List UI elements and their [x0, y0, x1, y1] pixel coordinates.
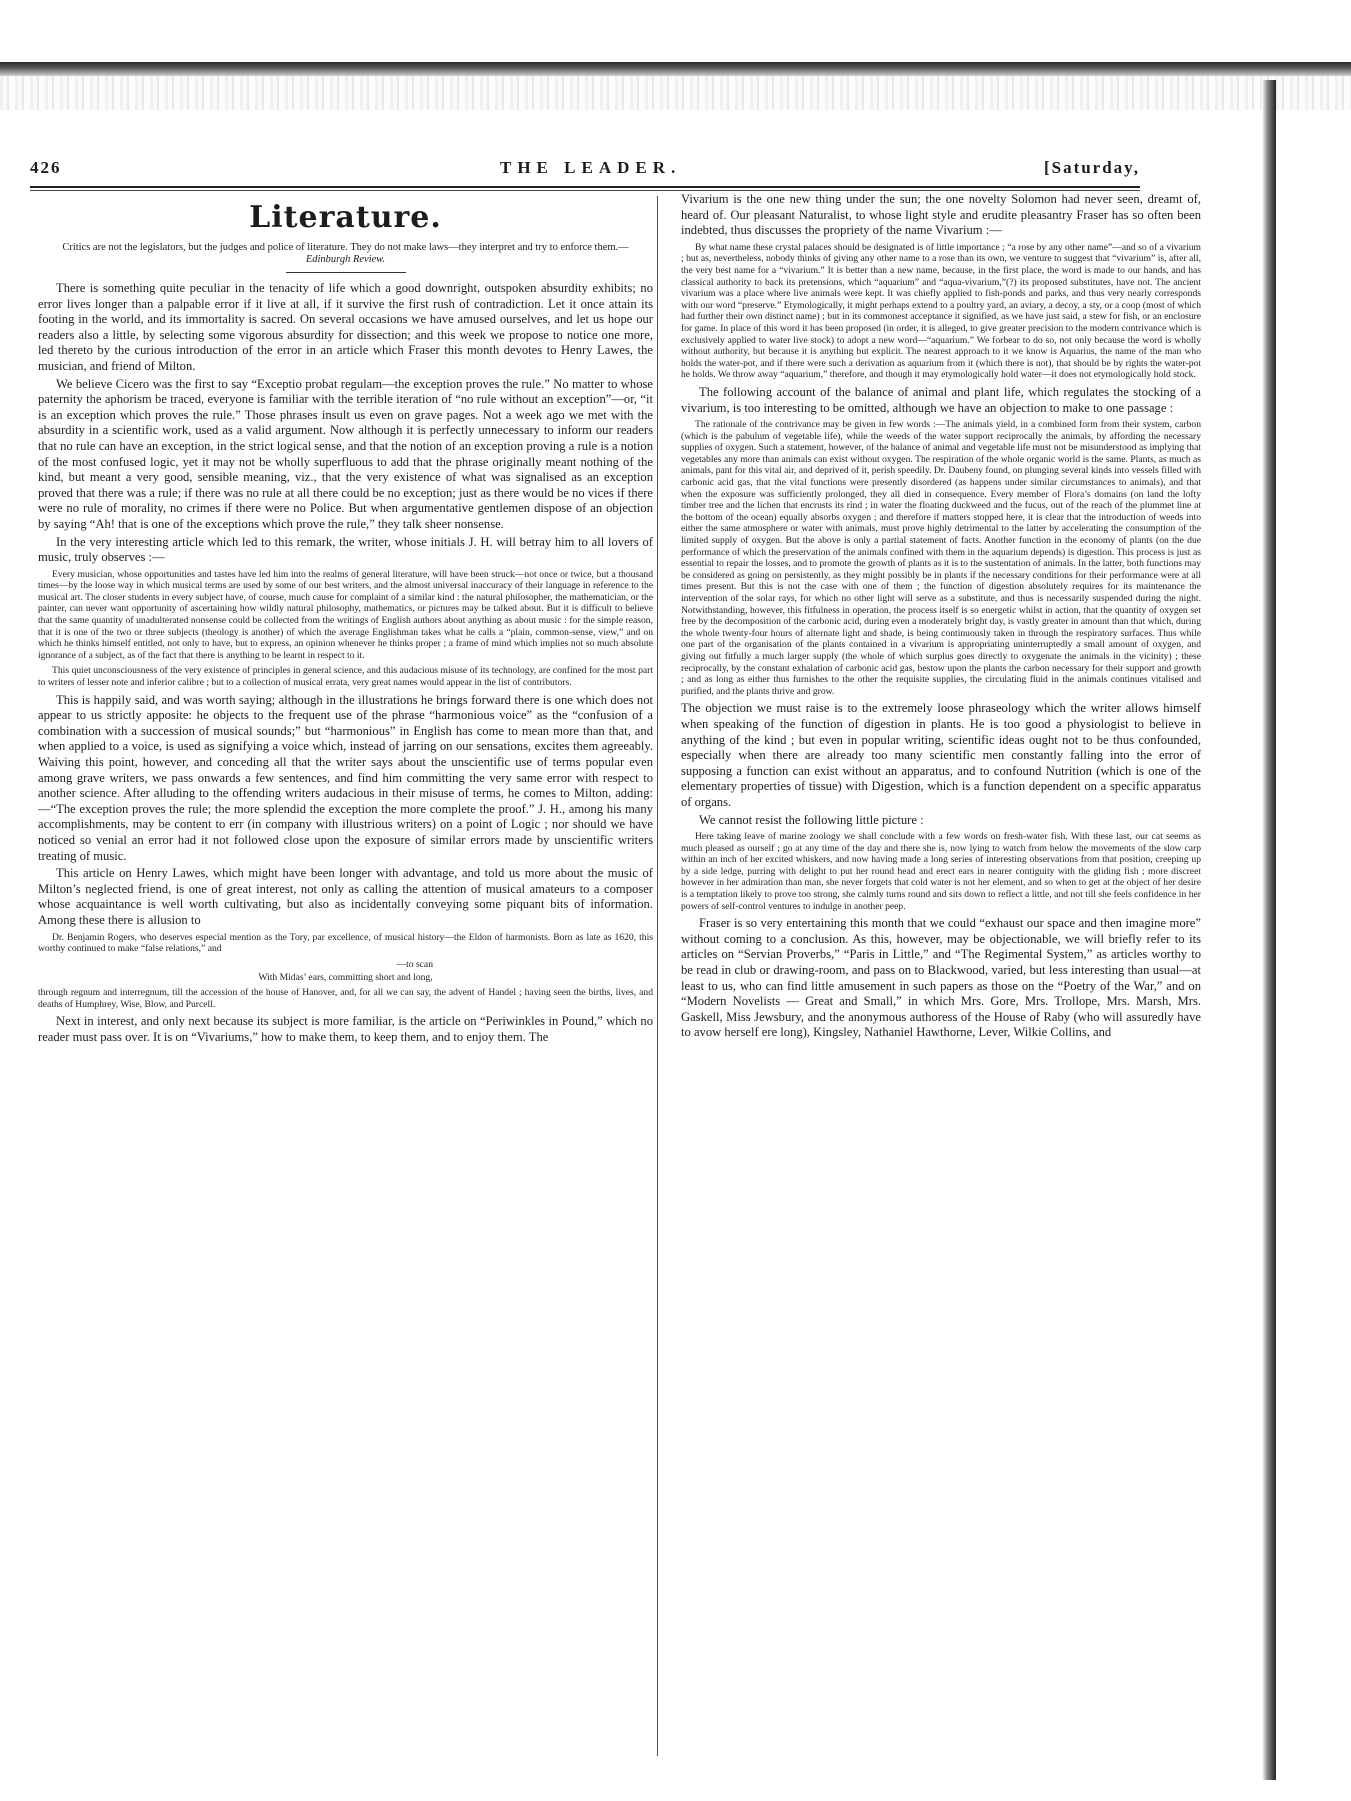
issue-day: [Saturday,: [1043, 158, 1140, 177]
block-quote: This quiet unconsciousness of the very existence of principles in general science, and this audacious misuse of its technology, are confined for the most part to writers of lesser note and inferior calibre ; but to a collection of musical errata, very great names would appear in the list of contributors.: [38, 665, 653, 689]
paragraph: We believe Cicero was the first to say “Exceptio probat regulam—the exception proves the rule.” No matter to whose paternity the aphorism be traced, everyone is familiar with the terrible iteration of “no rule without an exception”—or, “it is an exception which proves the rule.” Those phrases insult us even on grave pages. Not a week ago we met with the absurdity in a scientific work, used as a valid argument. Now although it is perfectly unnecessary to inform our readers that no rule can have an exception, in the strict logical sense, and that the notion of an exception proving a rule is a notion of the most confused logic, yet it may not be wholly superfluous to add that the phrase originally meant nothing of the kind, but meant a very good, sensible meaning, viz., that the very existence of what was signalised as an exception proved that there was a rule; if there was no rule at all there could be no exception; just as there would be no vices if there were no rule of morality, no crimes if there were no Police. But when argumentative gentlemen dispose of an objection by saying “Ah! that is one of the exceptions which prove the rule,” they talk sheer nonsense.: [38, 376, 653, 531]
epigraph-text: Critics are not the legislators, but the judges and police of literature. They do not make laws—they interpret and try to enforce them.—: [62, 242, 629, 253]
block-quote: Here taking leave of marine zoology we shall conclude with a few words on fresh-water fish. With these last, our cat seems as much pleased as ourself ; go at any time of the day and there she is, now lying to watch from below the movements of the slow carp within an inch of her excited whiskers, and now having made a long series of interesting observations from that position, creeping up by a side ledge, purring with delight to put her round head and erect ears in nearer contiguity with the gliding fish ; more discreet however in her admiration than man, she never forgets that cold water is not her element, and so when to get at the object of her desire is a temptation likely to prove too strong, she calmly turns round and sits down to reflect a little, and not till she feels confidence in her powers of self-control ventures to indulge in another peep.: [681, 831, 1201, 912]
journal-title: THE LEADER.: [500, 158, 682, 177]
scan-noise-band: [0, 76, 1351, 110]
scan-right-edge: [1262, 80, 1276, 1780]
column-divider: [657, 196, 658, 1756]
page-number: 426: [30, 158, 62, 177]
block-quote: Every musician, whose opportunities and tastes have led him into the realms of general literature, will have been struck—not once or twice, but a thousand times—by the loose way in which musical terms are used by some of our best writers, and the almost universal inaccuracy of their language in reference to the musical art. The closer students in every subject have, of course, much cause for complaint of a similar kind : the natural philosopher, the mathematician, or the painter, can never want opportunity of ascertaining how wildly natural philosophy, mathematics, or pictures may be talked about. But it is difficult to believe that the same quantity of unadulterated nonsense could be collected from the writings of English authors about anything as about music : for the simple reason, that it is one of the two or three subjects (theology is another) of which the average Englishman takes what he calls a “plain, common-sense, view,” and on which he thinks himself entitled, not only to have, but to express, an opinion whenever he thinks proper ; a frame of mind which implies not so much absolute ignorance of a subject, as of the fact that there is anything to be learnt in respect to it.: [38, 568, 653, 661]
page-header: [30, 158, 1140, 186]
block-quote: The rationale of the contrivance may be given in few words :—The animals yield, in a combined form from their system, carbon (which is the pabulum of vegetable life), while the weeds of the water support reciprocally the animals, by affording the necessary supplies of oxygen. Such a statement, however, of the balance of animal and vegetable life must not be misunderstood as implying that vegetables any more than animals can exist without oxygen. The respiration of the whole organic world is the same. Plants, as much as animals, pant for this vital air, and deprived of it, perish speedily. Dr. Daubeny found, on plunging several kinds into vessels filled with carbonic acid gas, that the vital functions were presently disordered (as happens under similar circumstances to animals), and that when the exposure was sufficiently prolonged, they all died in consequence. Every member of Flora’s domains (on land the lofty timber tree and the lichen that encrusts its rind ; in water the floating duckweed and the fucus, out of the reach of the plummet line at the bottom of the ocean) equally absorbs oxygen ; and therefore if matters stopped here, it is clear that the introduction of weeds into either the same atmosphere or water with animals, must prove highly detrimental to the latter by accelerating the consumption of the limited supply of oxygen. But the above is only a partial statement of facts. Another function in the economy of plants (on the due performance of which the preservation of the animals confined with them in the aquarium depends) is digestion. This process is just as essential to repair the losses, and to promote the growth of plants as it is to the sustentation of animals. In the latter, both functions may be considered as going on persistently, as they might possibly be in plants if the necessary conditions for their performance were at all times present. But this is not the case with one of them ; the function of digestion absolutely requires for its maintenance the intervention of the solar rays, for which no other light will serve as a substitute, and thus is necessarily suspended during the night. Notwithstanding, however, this fitfulness in operation, the process itself is so energetic whilst in action, that the quantity of oxygen set free by the decomposition of the carbonic acid, during even a moderately bright day, is vastly greater in amount than that which, during the whole twenty-four hours of alternate light and shade, is being continuously taken in through the respiratory surfaces. Thus while one part of the organisation of the plants contained in a vivarium is appropriating uninterruptedly a small amount of oxygen, and giving out fitfully a much larger supply (the whole of which surplus goes directly to oxygenate the animals in the vicinity) ; these reciprocally, by the constant exhalation of carbonic acid gas, bestow upon the plants the carbon necessary for their support and growth ; and as long as either thus furnishes to the other the requisite supplies, the circulating fluid in the animals continues vitalised and purified, and the plants thrive and grow.: [681, 419, 1201, 697]
paragraph: Vivarium is the one new thing under the sun; the one novelty Solomon had never seen, dreamt of, heard of. Our pleasant Naturalist, to whose light style and erudite pleasantry Fraser has so often been indebted, thus discusses the propriety of the name Vivarium :—: [681, 192, 1201, 238]
paragraph: The following account of the balance of animal and plant life, which regulates the stocking of a vivarium, is too interesting to be omitted, although we have an objection to make to one passage :: [681, 384, 1201, 415]
paragraph: In the very interesting article which led to this remark, the writer, whose initials J. H. will betray him to all lovers of music, truly observes :—: [38, 534, 653, 565]
right-column-text: [681, 192, 1201, 1041]
paragraph: Fraser is so very entertaining this month that we could “exhaust our space and then imagine more” without coming to a conclusion. As this, however, may be objectionable, we will briefly refer to its articles on “Servian Proverbs,” “Paris in Little,” and “The Regimental System,” as articles worthy to be read in club or drawing-room, and pass on to Blackwood, varied, but less interesting than usual—at least to us, who can find little amusement in such papers as those on the “Poetry of the War,” and on “Modern Novelists — Great and Small,” in which Mrs. Gore, Mrs. Trollope, Mrs. Marsh, Mrs. Gaskell, Miss Jewsbury, and the anonymous authoress of the House of Raby (who will assuredly have to avow herself ere long), Kingsley, Nathaniel Hawthorne, Lever, Wilkie Collins, and: [681, 916, 1201, 1040]
verse-line: With Midas’ ears, committing short and long,: [258, 972, 433, 984]
scan-top-edge: [0, 62, 1351, 76]
header-rule-secondary: [30, 190, 1140, 191]
block-quote: Dr. Benjamin Rogers, who deserves especial mention as the Tory, par excellence, of musical history—the Eldon of harmonists. Born as late as 1620, this worthy continued to make “false relations,” and: [38, 931, 653, 955]
right-column: [681, 192, 1201, 1043]
header-rule: [30, 186, 1140, 188]
verse-line: —to scan: [396, 958, 433, 970]
left-column: [38, 198, 653, 1047]
section-rule: [286, 272, 406, 273]
paragraph: There is something quite peculiar in the tenacity of life which a good downright, outspoken absurdity exhibits; no error lives longer than a palpable error if it live at all, if it survive the first rush of contradiction. Let it once attain its footing in the world, and its immortality is sacred. On several occasions we have amused ourselves, and let us hope our readers also a little, by selecting some vigorous absurdity for dissection; and this week we propose to notice one more, led thereto by the curious introduction of the error in an article which Fraser this month devotes to Henry Lawes, the musician, and friend of Milton.: [38, 281, 653, 373]
epigraph: [44, 242, 647, 266]
paragraph: Next in interest, and only next because its subject is more familiar, is the article on “Periwinkles in Pound,” which no reader must pass over. It is on “Vivariums,” how to make them, to keep them, and to enjoy them. The: [38, 1014, 653, 1044]
block-quote: through regnum and interregnum, till the accession of the house of Hanover, and, for all we can say, the advent of Handel ; having seen the births, lives, and deaths of Humphrey, Wise, Blow, and Purcell.: [38, 986, 653, 1010]
section-title: Literature.: [249, 200, 442, 235]
epigraph-source: Edinburgh Review.: [305, 254, 386, 265]
block-quote: By what name these crystal palaces should be designated is of little importance ; “a rose by any other name”—and so of a vivarium ; but as, nevertheless, nobody thinks of giving any other name to a rose than its own, we venture to suggest that “vivarium” is, after all, the very best name for a “vivarium.” It is better than a new name, because, in the first place, the word is made to our hands, and has classical authority to back its pretensions, which “aquarium” and “aqua-vivarium,”(?) its proposed substitutes, have not. The ancient vivarium was a place where live animals were kept. It was chiefly applied to fish-ponds and parks, and thus very nearly corresponds with our word “preserve.” Etymologically, it might perhaps extend to a poultry yard, an aviary, a decoy, a sty, or a coop (most of which had further their own distinct name) ; but in its commonest acceptance it signified, as we have just said, a stew for fish, or an enclosure for game. In place of this word it has been proposed (in order, it is alleged, to give greater precision to the modern contrivance which is exclusively applied to water live stock) to adopt a new word—“aquarium.” We forbear to do so, not only because the word is wholly without authority, but because it is anything but explicit. The nearest approach to it we know is Aquarius, the name of the man who holds the water-pot, and if there were such a derivation as aquarium from it (which there is not), that should be by rights the water-pot he holds. We throw away “aquarium,” therefore, and though it may etymologically hold water—it does not etymologically hold stock.: [681, 241, 1201, 381]
paragraph: We cannot resist the following little picture :: [699, 812, 924, 827]
paragraph: This is happily said, and was worth saying; although in the illustrations he brings forward there is one which does not appear to us strictly apposite: he objects to the frequent use of the phrase “harmonious voice” as the “confusion of a combination with a succession of musical sounds;” but “harmonious” in English has come to mean more than that, and when applied to a voice, is used as signifying a voice which, instead of jarring on our sensations, excites them agreeably. Waiving this point, however, and conceding all that the writer says about the unscientific use of terms popular even among grave writers, we pass onwards a few sentences, and find him committing the very same error with respect to another science. After alluding to the offending writers audacious in their misuse of terms, he comes to Milton, adding:—“The exception proves the rule; the more splendid the exception the more complete the proof.” J. H., among his many accomplishments, may be content to err (in company with illustrious writers) on a point of Logic ; nor should we have noticed so venial an error had it not followed close upon the exposure of similar errors made by unscientific writers treating of music.: [38, 692, 653, 863]
paragraph: This article on Henry Lawes, which might have been longer with advantage, and told us more about the music of Milton’s neglected friend, is one of great interest, not only as calling the attention of musical amateurs to a composer whose acquaintance is well worth cultivating, but also as incidentally conveying some piquant bits of information. Among these there is allusion to: [38, 866, 653, 927]
left-column-text: [38, 281, 653, 1045]
paragraph: The objection we must raise is to the extremely loose phraseology which the writer allows himself when speaking of the function of digestion in plants. He is too good a physiologist to believe in anything of the kind ; but even in popular writing, scientific ideas ought not to be thus confounded, especially when there are already too many scientific men constantly falling into the error of supposing a function can exist without an apparatus, and to confound Nutrition (which is one of the elementary properties of tissue) with Digestion, which is a function dependent on a specific apparatus of organs.: [681, 701, 1201, 809]
